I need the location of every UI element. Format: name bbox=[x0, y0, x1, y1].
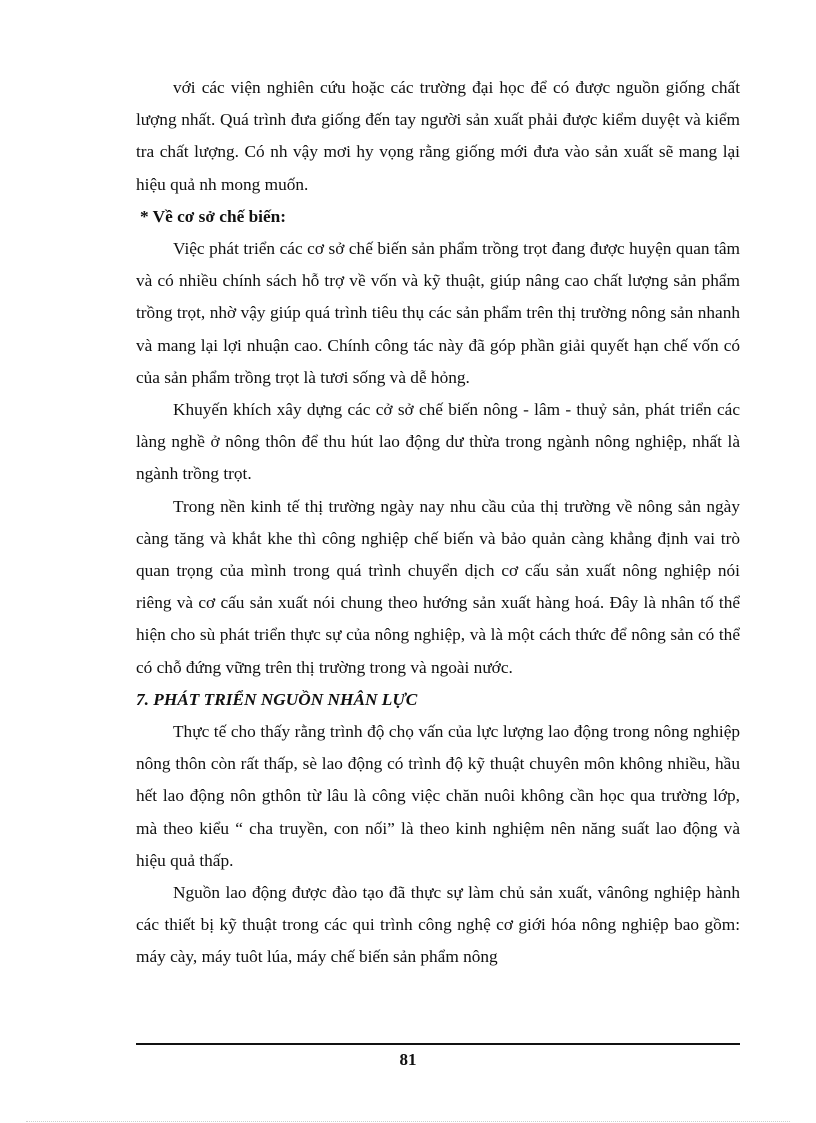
page-bottom-dotted-border bbox=[26, 1121, 790, 1122]
paragraph-encourage-processing: Khuyến khích xây dựng các cở sở chế biến nông - lâm - thuỷ sản, phát triển các làng nghề ở nông thôn để thu hút lao động dư thừa trong ngành nông nghiệp, nhất là ngành trồng trọt. bbox=[136, 400, 740, 484]
page-number: 81 bbox=[399, 1050, 417, 1069]
paragraph-market-economy: Trong nền kinh tế thị trường ngày nay nhu cầu của thị trường về nông sản ngày càng tăng và khắt khe thì công nghiệp chế biến và bảo quản càng khẳng định vai trò quan trọng của mình trong quá trình chuyển dịch cơ cấu sản xuất nông nghiệp nói riêng và cơ cấu sản xuất nói chung theo hướng sản xuất hàng hoá. Đây là nhân tố thể hiện cho sù phát triển thực sự của nông nghiệp, và là một cách thức để nông sản có thể có chỗ đứng vững trên thị trường trong và ngoài nước. bbox=[136, 496, 740, 677]
body-text bbox=[136, 72, 740, 974]
paragraph-labor-skill: Thực tế cho thấy rằng trình độ chọ vấn của lực lượng lao động trong nông nghiệp nông thôn còn rất thấp, sè lao động có trình độ kỹ thuật chuyên môn không nhiều, hầu hết lao động nôn gthôn từ lâu là công việc chăn nuôi không cần học qua trường lớp, mà theo kiểu “ cha truyền, con nối” là theo kinh nghiệm nên năng suất lao động và hiệu quả thấp. bbox=[136, 722, 740, 870]
paragraph-processing-development: Việc phát triển các cơ sở chế biến sản phẩm trồng trọt đang được huyện quan tâm và có nhiều chính sách hỗ trợ về vốn và kỹ thuật, giúp nâng cao chất lượng sản phẩm trồng trọt, nhờ vậy giúp quá trình tiêu thụ các sản phẩm trên thị trường nông sản nhanh và mang lại lợi nhuận cao. Chính công tác này đã góp phần giải quyết hạn chế vốn có của sản phẩm trồng trọt là tươi sống và dễ hỏng. bbox=[136, 239, 740, 387]
paragraph-trained-labor: Nguồn lao động được đào tạo đã thực sự làm chủ sản xuất, vânông nghiệp hành các thiết bị kỹ thuật trong các qui trình công nghệ cơ giới hóa nông nghiệp bao gồm: máy cày, máy tuôt lúa, máy chế biến sản phẩm nông bbox=[136, 883, 740, 967]
section-heading-7: 7. PHÁT TRIỂN NGUỒN NHÂN LỰC bbox=[136, 689, 418, 709]
paragraph-seed-quality: với các viện nghiên cứu hoặc các trường đại học để có được nguồn giống chất lượng nhất. Quá trình đưa giống đến tay người sản xuất phải được kiểm duyệt và kiểm tra chất lượng. Có nh vậy mơi hy vọng rằng giống mới đưa vào sản xuất sẽ mang lại hiệu quả nh mong muốn. bbox=[136, 78, 740, 194]
footer-rule bbox=[136, 1043, 740, 1045]
subheading-processing: * Về cơ sở chế biến: bbox=[140, 206, 287, 226]
